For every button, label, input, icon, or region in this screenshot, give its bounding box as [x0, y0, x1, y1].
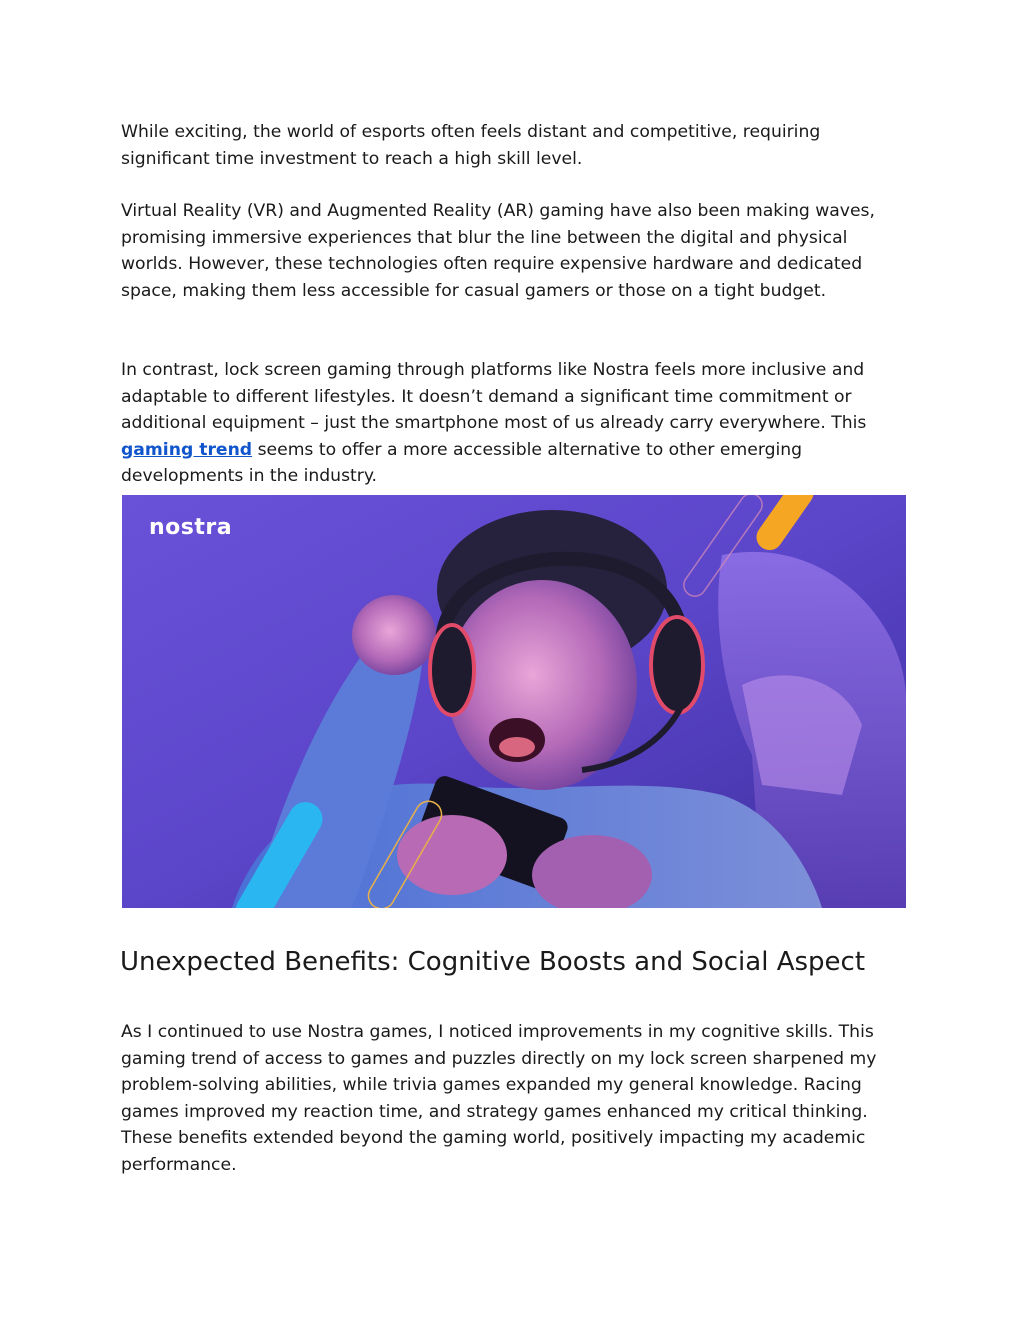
- paragraph-text-before-link: In contrast, lock screen gaming through platforms like Nostra feels more inclusive and adaptable to different lifestyles. It doesn’t demand a significant time commitment or additional equipment – just the smartphone most of us already carry everywhere. This: [121, 360, 867, 434]
- paragraph-esports: While exciting, the world of esports often feels distant and competitive, requiring significant time investment to reach a high skill level.: [121, 122, 821, 169]
- person-gaming-photo-icon: [122, 495, 906, 908]
- nostra-logo: nostra: [149, 515, 233, 540]
- section-heading: Unexpected Benefits: Cognitive Boosts and Social Aspect: [120, 947, 866, 977]
- paragraph-text-after-link: seems to offer a more accessible alternative to other emerging developments in the industry.: [121, 439, 803, 487]
- paragraph-vr-ar: Virtual Reality (VR) and Augmented Reality (AR) gaming have also been making waves, promising immersive experiences that blur the line between the digital and physical worlds. However, these technologies often require expensive hardware and dedicated space, making them less accessible for casual gamers or those on a tight budget.: [121, 201, 875, 301]
- gaming-trend-link[interactable]: gaming trend: [121, 439, 253, 460]
- hero-image: [122, 495, 906, 908]
- paragraph-lock-screen-gaming: [121, 357, 891, 490]
- paragraph-cognitive-benefits: As I continued to use Nostra games, I noticed improvements in my cognitive skills. This gaming trend of access to games and puzzles directly on my lock screen sharpened my problem-solving abilities, while trivia games expanded my general knowledge. Racing games improved my reaction time, and strategy games enhanced my critical thinking. These benefits extended beyond the gaming world, positively impacting my academic performance.: [121, 1022, 877, 1175]
